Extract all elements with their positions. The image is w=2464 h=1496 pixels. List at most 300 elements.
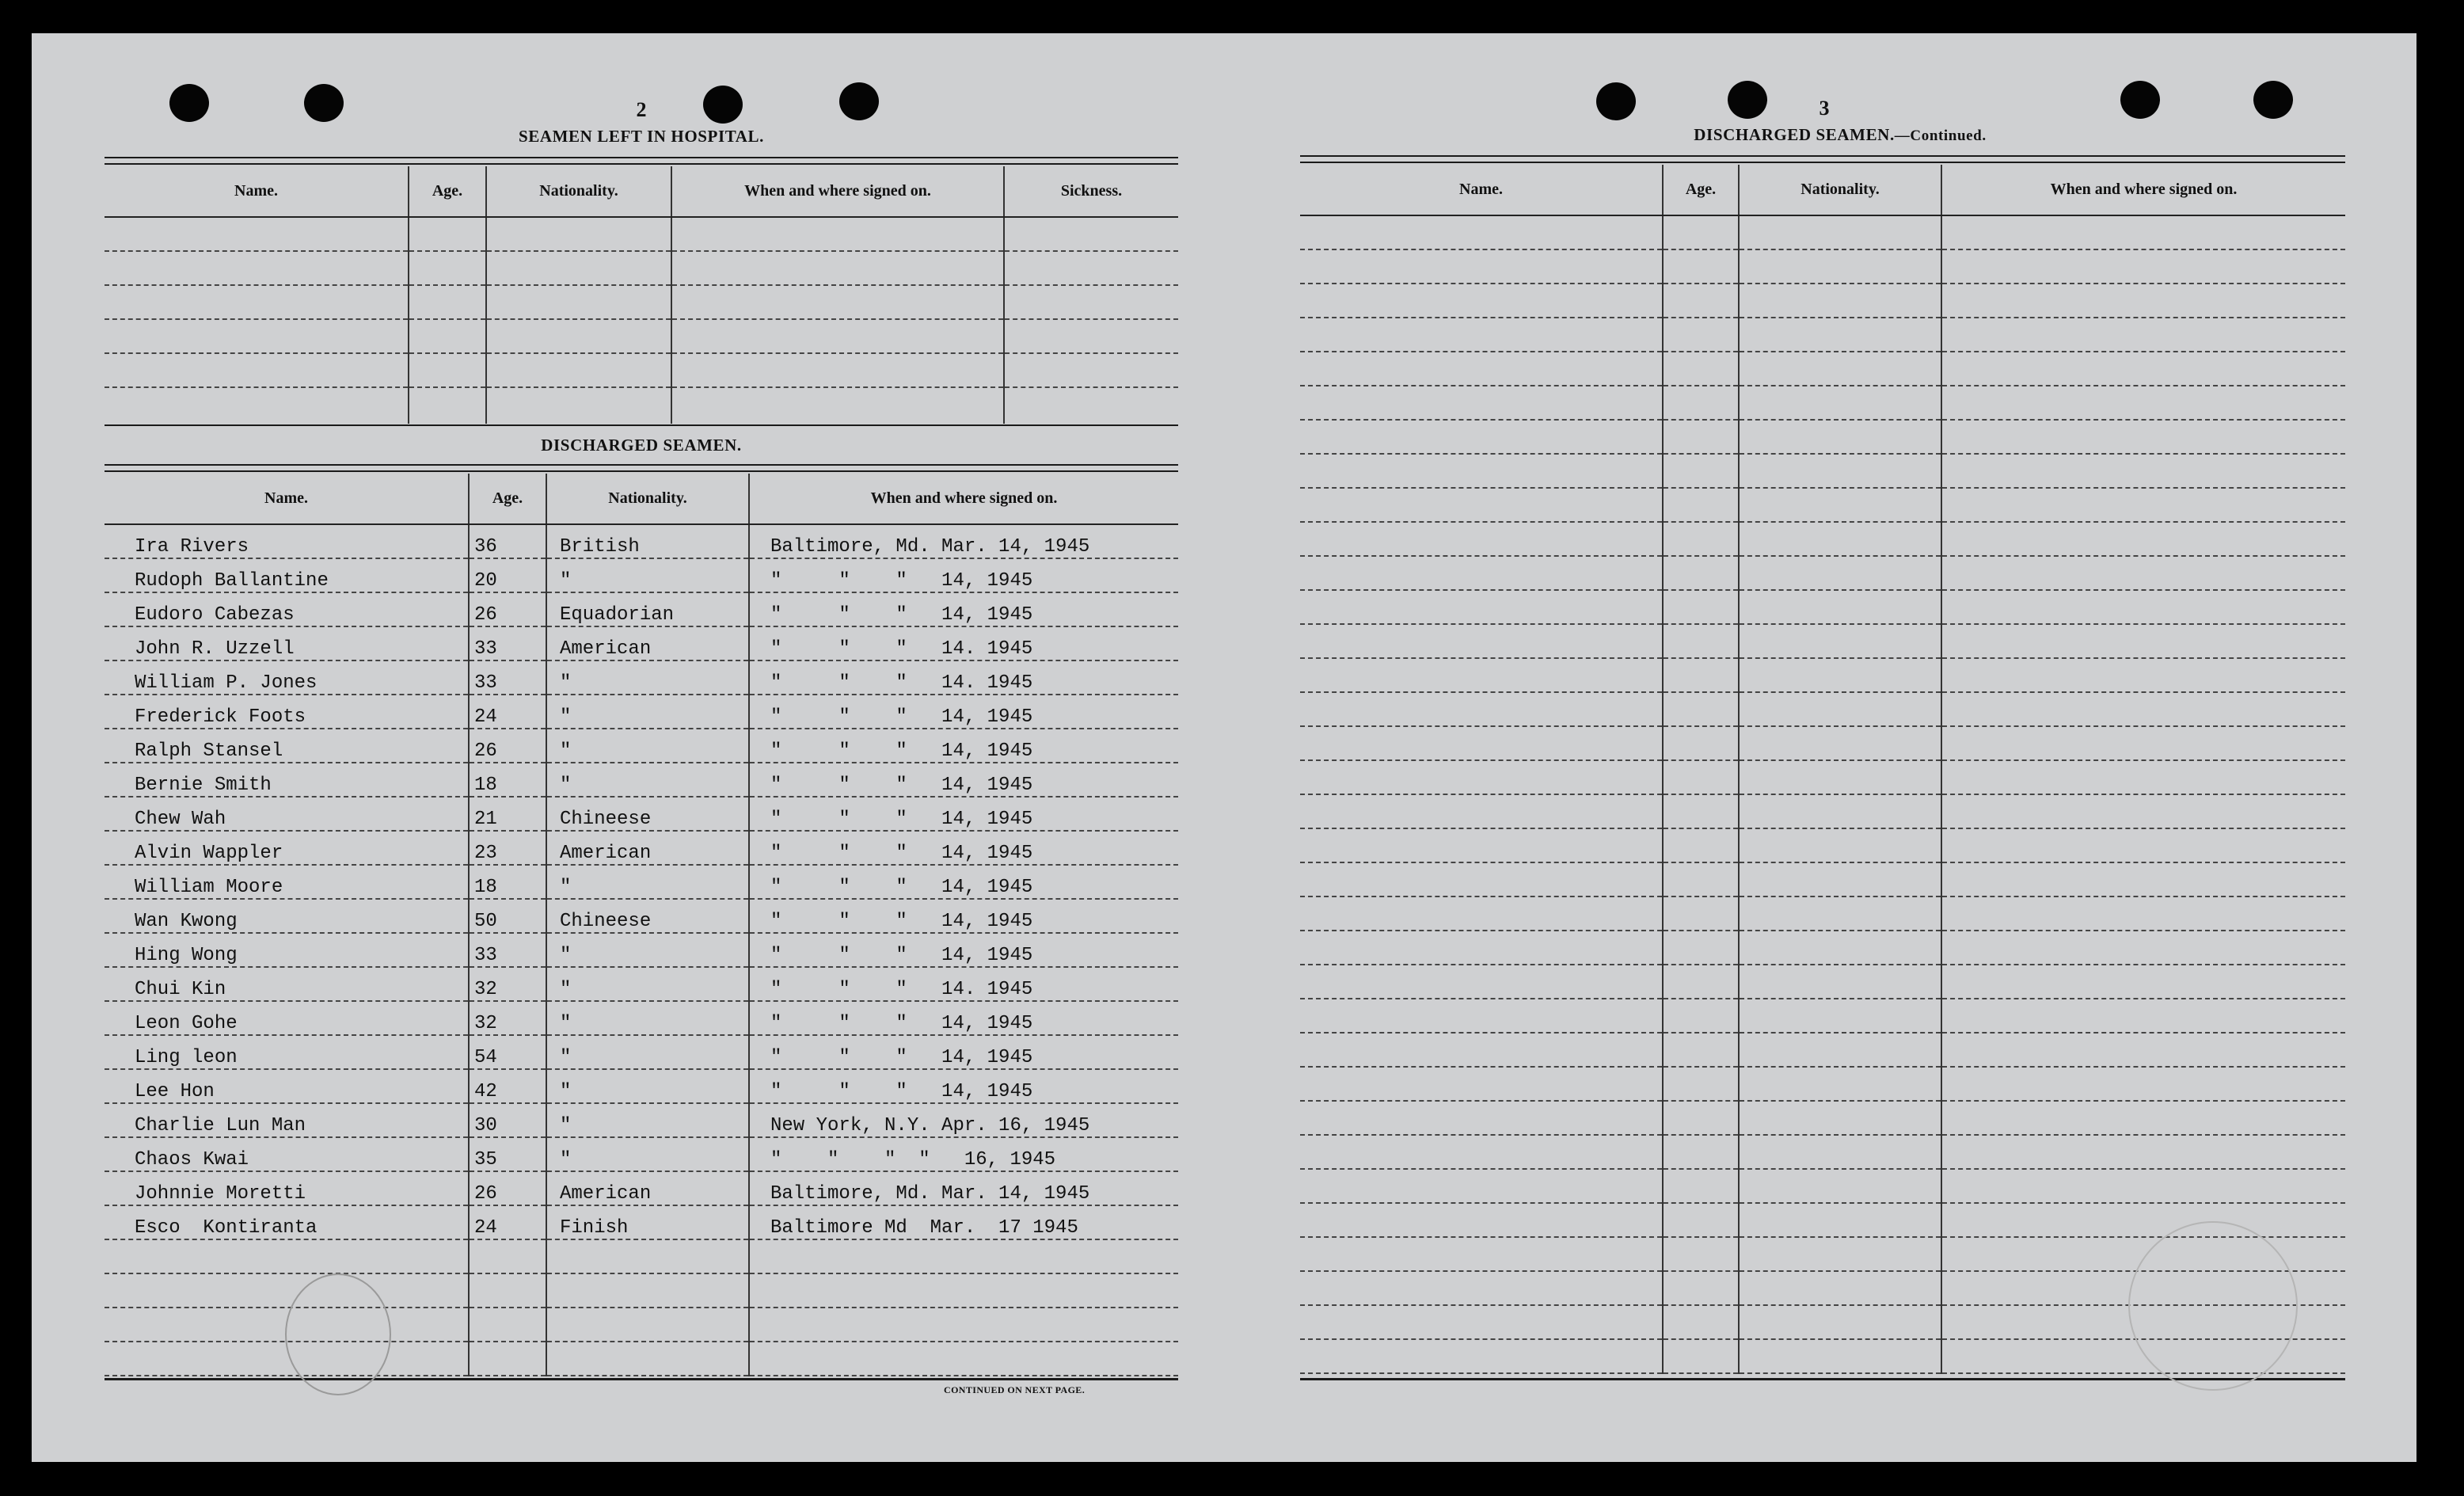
empty-cell bbox=[1739, 965, 1941, 999]
cell-name: Chui Kin bbox=[105, 967, 469, 1001]
cell-when: " " " " 16, 1945 bbox=[749, 1137, 1178, 1171]
empty-cell bbox=[1739, 658, 1941, 692]
empty-cell bbox=[1663, 760, 1739, 794]
table-row bbox=[1300, 624, 2345, 658]
table-row bbox=[105, 1171, 1178, 1205]
table-row bbox=[1300, 828, 2345, 862]
continued-note: CONTINUED ON NEXT PAGE. bbox=[944, 1384, 1086, 1395]
table-row bbox=[105, 1035, 1178, 1069]
cell-when: " " " 14, 1945 bbox=[749, 899, 1178, 933]
cell-name: John R. Uzzell bbox=[105, 626, 469, 660]
empty-cell bbox=[1941, 794, 2345, 828]
table-row bbox=[105, 967, 1178, 1001]
empty-cell bbox=[1300, 1169, 1663, 1203]
empty-cell bbox=[1941, 965, 2345, 999]
discharged-continued-table bbox=[1300, 165, 2345, 1374]
empty-cell bbox=[1739, 215, 1941, 249]
cell-nat: " bbox=[546, 1035, 749, 1069]
empty-cell bbox=[1300, 794, 1663, 828]
empty-cell bbox=[1663, 590, 1739, 624]
empty-cell bbox=[1663, 454, 1739, 488]
empty-cell bbox=[1300, 1203, 1663, 1237]
table-row bbox=[105, 353, 1178, 387]
title-main: DISCHARGED SEAMEN. bbox=[1694, 125, 1895, 144]
empty-cell bbox=[1739, 1135, 1941, 1169]
table-row bbox=[105, 626, 1178, 660]
cell-when: " " " 14, 1945 bbox=[749, 763, 1178, 797]
empty-cell bbox=[1739, 1033, 1941, 1067]
empty-cell bbox=[1300, 999, 1663, 1033]
empty-cell bbox=[1941, 692, 2345, 726]
empty-cell bbox=[1739, 1271, 1941, 1305]
empty-cell bbox=[1941, 1033, 2345, 1067]
empty-cell bbox=[1663, 965, 1739, 999]
empty-cell bbox=[1300, 862, 1663, 896]
empty-cell bbox=[1663, 999, 1739, 1033]
table-row bbox=[105, 933, 1178, 967]
table-row bbox=[1300, 1101, 2345, 1135]
page-number: 3 bbox=[1819, 97, 1830, 120]
empty-cell bbox=[1941, 215, 2345, 249]
header-when-where: When and where signed on. bbox=[1941, 165, 2345, 215]
table-row bbox=[105, 729, 1178, 763]
cell-age: 50 bbox=[469, 899, 546, 933]
cell-age: 23 bbox=[469, 831, 546, 865]
cell-age: 30 bbox=[469, 1103, 546, 1137]
cell-age: 33 bbox=[469, 626, 546, 660]
table-row bbox=[1300, 454, 2345, 488]
punch-hole bbox=[2120, 81, 2160, 119]
cell-nat: " bbox=[546, 729, 749, 763]
empty-cell bbox=[1663, 352, 1739, 386]
empty-cell bbox=[1739, 931, 1941, 965]
page-number: 2 bbox=[636, 98, 647, 121]
table-row bbox=[105, 319, 1178, 353]
cell-when: " " " 14, 1945 bbox=[749, 831, 1178, 865]
cell-name: Rudoph Ballantine bbox=[105, 558, 469, 592]
header-age: Age. bbox=[469, 474, 546, 524]
cell-name: Eudoro Cabezas bbox=[105, 592, 469, 626]
header-name: Name. bbox=[105, 474, 469, 524]
cell-when: " " " 14, 1945 bbox=[749, 1069, 1178, 1103]
empty-cell bbox=[1739, 556, 1941, 590]
empty-cell bbox=[1739, 828, 1941, 862]
cell-name: Frederick Foots bbox=[105, 695, 469, 729]
empty-cell bbox=[1300, 454, 1663, 488]
table-row bbox=[105, 831, 1178, 865]
empty-cell bbox=[1663, 215, 1739, 249]
empty-cell bbox=[1941, 352, 2345, 386]
table-row bbox=[105, 1069, 1178, 1103]
table-row bbox=[1300, 862, 2345, 896]
empty-cell bbox=[1663, 1339, 1739, 1373]
cell-nat: Equadorian bbox=[546, 592, 749, 626]
cell-nat: " bbox=[546, 1137, 749, 1171]
empty-cell bbox=[1941, 1135, 2345, 1169]
cell-age: 35 bbox=[469, 1137, 546, 1171]
cell-age: 26 bbox=[469, 729, 546, 763]
cell-nat: Chineese bbox=[546, 899, 749, 933]
empty-cell bbox=[1941, 999, 2345, 1033]
cell-nat: American bbox=[546, 831, 749, 865]
empty-cell bbox=[1300, 624, 1663, 658]
punch-hole bbox=[703, 86, 743, 124]
empty-cell bbox=[1300, 965, 1663, 999]
cell-name: Ling leon bbox=[105, 1035, 469, 1069]
cell-age: 32 bbox=[469, 1001, 546, 1035]
cell-name: Bernie Smith bbox=[105, 763, 469, 797]
empty-cell bbox=[1663, 726, 1739, 760]
table-row bbox=[105, 797, 1178, 831]
table-row bbox=[105, 592, 1178, 626]
empty-cell bbox=[1300, 692, 1663, 726]
cell-when: " " " 14, 1945 bbox=[749, 865, 1178, 899]
empty-cell bbox=[1300, 1305, 1663, 1339]
empty-cell bbox=[1300, 1101, 1663, 1135]
cell-age: 26 bbox=[469, 592, 546, 626]
punch-hole bbox=[169, 84, 209, 122]
table-row bbox=[105, 558, 1178, 592]
left-page bbox=[32, 33, 1230, 1462]
empty-cell bbox=[1663, 1135, 1739, 1169]
empty-cell bbox=[1300, 318, 1663, 352]
cell-when: " " " 14, 1945 bbox=[749, 558, 1178, 592]
cell-age: 32 bbox=[469, 967, 546, 1001]
empty-cell bbox=[1941, 726, 2345, 760]
empty-cell bbox=[1663, 249, 1739, 284]
table-row bbox=[105, 695, 1178, 729]
cell-name: Charlie Lun Man bbox=[105, 1103, 469, 1137]
cell-name: Chew Wah bbox=[105, 797, 469, 831]
divider bbox=[105, 157, 1178, 165]
table-row bbox=[1300, 352, 2345, 386]
empty-cell bbox=[1739, 420, 1941, 454]
empty-cell bbox=[1663, 1305, 1739, 1339]
cell-age: 26 bbox=[469, 1171, 546, 1205]
cell-nat: American bbox=[546, 1171, 749, 1205]
divider bbox=[1300, 155, 2345, 163]
cell-when: " " " 14, 1945 bbox=[749, 1035, 1178, 1069]
empty-cell bbox=[1300, 284, 1663, 318]
empty-cell bbox=[1739, 318, 1941, 352]
cell-nat: " bbox=[546, 695, 749, 729]
empty-cell bbox=[1663, 318, 1739, 352]
cell-name: William Moore bbox=[105, 865, 469, 899]
empty-cell bbox=[1739, 1339, 1941, 1373]
empty-cell bbox=[1739, 624, 1941, 658]
punch-hole bbox=[2253, 81, 2293, 119]
header-sickness: Sickness. bbox=[1004, 166, 1178, 217]
cell-nat: " bbox=[546, 1103, 749, 1137]
table-row bbox=[105, 1001, 1178, 1035]
cell-name: William P. Jones bbox=[105, 660, 469, 695]
table-row bbox=[1300, 386, 2345, 420]
header-name: Name. bbox=[1300, 165, 1663, 215]
cell-age: 18 bbox=[469, 763, 546, 797]
empty-cell bbox=[1739, 590, 1941, 624]
header-when-where: When and where signed on. bbox=[671, 166, 1004, 217]
table-row bbox=[1300, 284, 2345, 318]
header-nationality: Nationality. bbox=[546, 474, 749, 524]
cell-name: Wan Kwong bbox=[105, 899, 469, 933]
empty-cell bbox=[1300, 828, 1663, 862]
empty-cell bbox=[1300, 658, 1663, 692]
cell-when bbox=[749, 1308, 1178, 1342]
empty-cell bbox=[1739, 249, 1941, 284]
empty-cell bbox=[1300, 1135, 1663, 1169]
right-page bbox=[1230, 33, 2416, 1462]
empty-cell bbox=[1941, 658, 2345, 692]
cell-when: " " " 14. 1945 bbox=[749, 626, 1178, 660]
empty-cell bbox=[1941, 249, 2345, 284]
table-row bbox=[1300, 760, 2345, 794]
table-row bbox=[105, 1308, 1178, 1342]
header-when-where: When and where signed on. bbox=[749, 474, 1178, 524]
empty-cell bbox=[1663, 1067, 1739, 1101]
empty-cell bbox=[1300, 1237, 1663, 1271]
table-row bbox=[1300, 1067, 2345, 1101]
empty-cell bbox=[1739, 1169, 1941, 1203]
punch-hole bbox=[1596, 82, 1636, 120]
empty-cell bbox=[1300, 1271, 1663, 1305]
cell-name: Johnnie Moretti bbox=[105, 1171, 469, 1205]
empty-cell bbox=[1663, 896, 1739, 931]
empty-cell bbox=[1941, 931, 2345, 965]
table-row bbox=[105, 660, 1178, 695]
cell-nat bbox=[546, 1273, 749, 1308]
empty-cell bbox=[1300, 488, 1663, 522]
cell-name: Ralph Stansel bbox=[105, 729, 469, 763]
empty-cell bbox=[1300, 1033, 1663, 1067]
empty-cell bbox=[1663, 522, 1739, 556]
table-row bbox=[1300, 965, 2345, 999]
empty-cell bbox=[1739, 488, 1941, 522]
table-row bbox=[1300, 318, 2345, 352]
cell-age: 36 bbox=[469, 524, 546, 558]
header-age: Age. bbox=[409, 166, 486, 217]
cell-age: 24 bbox=[469, 695, 546, 729]
empty-cell bbox=[1300, 896, 1663, 931]
empty-cell bbox=[1300, 556, 1663, 590]
cell-age: 21 bbox=[469, 797, 546, 831]
empty-cell bbox=[1739, 1237, 1941, 1271]
table-row bbox=[1300, 590, 2345, 624]
empty-cell bbox=[1663, 828, 1739, 862]
cell-when: Baltimore, Md. Mar. 14, 1945 bbox=[749, 524, 1178, 558]
empty-cell bbox=[1739, 386, 1941, 420]
cell-age: 18 bbox=[469, 865, 546, 899]
title-suffix: —Continued. bbox=[1894, 128, 1987, 144]
empty-cell bbox=[1941, 1101, 2345, 1135]
cell-age bbox=[469, 1273, 546, 1308]
header-nationality: Nationality. bbox=[1739, 165, 1941, 215]
table-row bbox=[1300, 896, 2345, 931]
empty-cell bbox=[1663, 624, 1739, 658]
table-row bbox=[105, 387, 1178, 424]
cell-name: Alvin Wappler bbox=[105, 831, 469, 865]
empty-cell bbox=[1941, 454, 2345, 488]
empty-cell bbox=[1663, 658, 1739, 692]
divider bbox=[105, 464, 1178, 472]
empty-cell bbox=[1663, 420, 1739, 454]
table-row bbox=[105, 899, 1178, 933]
table-row bbox=[105, 1205, 1178, 1239]
table-row bbox=[1300, 658, 2345, 692]
empty-cell bbox=[1663, 862, 1739, 896]
discharged-section-title: DISCHARGED SEAMEN. bbox=[541, 436, 742, 455]
cell-name: Leon Gohe bbox=[105, 1001, 469, 1035]
cell-age: 33 bbox=[469, 933, 546, 967]
table-row bbox=[105, 1103, 1178, 1137]
hospital-table bbox=[105, 166, 1178, 424]
header-age: Age. bbox=[1663, 165, 1739, 215]
empty-cell bbox=[1300, 249, 1663, 284]
cell-age: 20 bbox=[469, 558, 546, 592]
empty-cell bbox=[1941, 318, 2345, 352]
empty-cell bbox=[1941, 760, 2345, 794]
cell-name bbox=[105, 1273, 469, 1308]
empty-cell bbox=[1941, 624, 2345, 658]
table-row bbox=[105, 524, 1178, 558]
cell-name bbox=[105, 1239, 469, 1273]
empty-cell bbox=[1739, 692, 1941, 726]
empty-cell bbox=[1663, 1101, 1739, 1135]
discharged-table bbox=[105, 474, 1178, 1376]
empty-cell bbox=[1739, 284, 1941, 318]
cell-nat: " bbox=[546, 933, 749, 967]
empty-cell bbox=[1300, 215, 1663, 249]
table-row bbox=[1300, 522, 2345, 556]
empty-cell bbox=[1941, 1169, 2345, 1203]
table-row bbox=[1300, 726, 2345, 760]
cell-nat bbox=[546, 1239, 749, 1273]
empty-cell bbox=[1663, 1237, 1739, 1271]
table-row bbox=[1300, 692, 2345, 726]
empty-cell bbox=[1941, 590, 2345, 624]
cell-age: 42 bbox=[469, 1069, 546, 1103]
empty-cell bbox=[1941, 284, 2345, 318]
empty-cell bbox=[1663, 386, 1739, 420]
cell-when: Baltimore, Md. Mar. 14, 1945 bbox=[749, 1171, 1178, 1205]
cell-name: Chaos Kwai bbox=[105, 1137, 469, 1171]
cell-age bbox=[469, 1239, 546, 1273]
empty-cell bbox=[1663, 556, 1739, 590]
cell-nat: " bbox=[546, 1001, 749, 1035]
cell-age bbox=[469, 1342, 546, 1376]
cell-nat: American bbox=[546, 626, 749, 660]
empty-cell bbox=[1739, 760, 1941, 794]
empty-cell bbox=[1739, 1067, 1941, 1101]
cell-when: " " " 14, 1945 bbox=[749, 1001, 1178, 1035]
empty-cell bbox=[1739, 352, 1941, 386]
table-row bbox=[105, 217, 1178, 251]
table-row bbox=[105, 251, 1178, 285]
cell-nat: British bbox=[546, 524, 749, 558]
table-row bbox=[1300, 931, 2345, 965]
empty-cell bbox=[1300, 760, 1663, 794]
cell-nat: " bbox=[546, 1069, 749, 1103]
divider bbox=[105, 424, 1178, 426]
empty-cell bbox=[1941, 1203, 2345, 1237]
table-row bbox=[1300, 794, 2345, 828]
empty-cell bbox=[1663, 284, 1739, 318]
empty-cell bbox=[1663, 1271, 1739, 1305]
table-row bbox=[1300, 488, 2345, 522]
empty-cell bbox=[1739, 1305, 1941, 1339]
cell-age: 54 bbox=[469, 1035, 546, 1069]
cell-nat bbox=[546, 1308, 749, 1342]
empty-cell bbox=[1941, 896, 2345, 931]
cell-name: Hing Wong bbox=[105, 933, 469, 967]
empty-cell bbox=[1739, 896, 1941, 931]
cell-name: Ira Rivers bbox=[105, 524, 469, 558]
table-row bbox=[105, 763, 1178, 797]
table-row bbox=[105, 1239, 1178, 1273]
empty-cell bbox=[1941, 862, 2345, 896]
cell-when: Baltimore Md Mar. 17 1945 bbox=[749, 1205, 1178, 1239]
table-row bbox=[1300, 999, 2345, 1033]
header-name: Name. bbox=[105, 166, 409, 217]
cell-nat: Finish bbox=[546, 1205, 749, 1239]
empty-cell bbox=[1739, 522, 1941, 556]
empty-cell bbox=[1663, 1169, 1739, 1203]
empty-cell bbox=[1300, 386, 1663, 420]
ink-stamp-mark bbox=[285, 1273, 391, 1395]
empty-cell bbox=[1739, 794, 1941, 828]
table-row bbox=[1300, 556, 2345, 590]
empty-cell bbox=[1739, 1101, 1941, 1135]
empty-cell bbox=[1739, 862, 1941, 896]
empty-cell bbox=[1300, 352, 1663, 386]
empty-cell bbox=[1663, 1203, 1739, 1237]
empty-cell bbox=[1663, 692, 1739, 726]
empty-cell bbox=[1300, 726, 1663, 760]
empty-cell bbox=[1663, 794, 1739, 828]
cell-nat: " bbox=[546, 763, 749, 797]
cell-when: " " " 14, 1945 bbox=[749, 592, 1178, 626]
cell-when: " " " 14, 1945 bbox=[749, 933, 1178, 967]
empty-cell bbox=[1663, 931, 1739, 965]
cell-nat: " bbox=[546, 967, 749, 1001]
discharged-continued-title bbox=[1563, 125, 2117, 145]
punch-hole bbox=[1728, 81, 1767, 119]
divider bbox=[105, 1378, 1178, 1380]
table-row bbox=[1300, 1169, 2345, 1203]
cell-nat: " bbox=[546, 660, 749, 695]
cell-nat: " bbox=[546, 865, 749, 899]
cell-when bbox=[749, 1239, 1178, 1273]
table-row bbox=[1300, 215, 2345, 249]
empty-cell bbox=[1941, 522, 2345, 556]
table-row bbox=[1300, 249, 2345, 284]
empty-cell bbox=[1941, 488, 2345, 522]
empty-cell bbox=[1739, 726, 1941, 760]
table-row bbox=[105, 285, 1178, 319]
ink-stamp-mark bbox=[2128, 1221, 2298, 1391]
cell-nat: " bbox=[546, 558, 749, 592]
empty-cell bbox=[1300, 420, 1663, 454]
empty-cell bbox=[1941, 556, 2345, 590]
empty-cell bbox=[1300, 931, 1663, 965]
cell-when bbox=[749, 1342, 1178, 1376]
cell-when bbox=[749, 1273, 1178, 1308]
table-row bbox=[1300, 420, 2345, 454]
cell-when: New York, N.Y. Apr. 16, 1945 bbox=[749, 1103, 1178, 1137]
empty-cell bbox=[1941, 1067, 2345, 1101]
empty-cell bbox=[1300, 1339, 1663, 1373]
empty-cell bbox=[1941, 386, 2345, 420]
cell-name: Esco Kontiranta bbox=[105, 1205, 469, 1239]
